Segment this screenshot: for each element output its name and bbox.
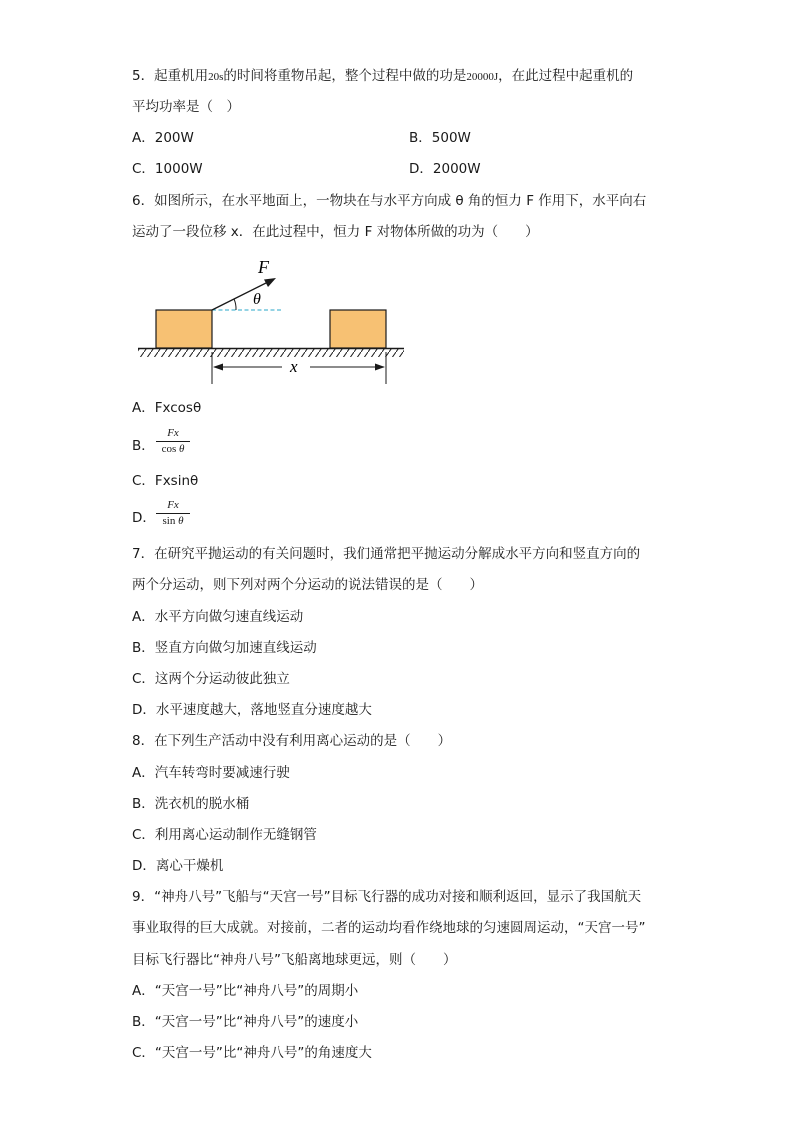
q6-option-d-label[interactable]: D． [132, 510, 156, 526]
q6-option-c[interactable]: C．Fxsinθ [132, 473, 199, 489]
q5-stem-line-1 [132, 66, 633, 87]
q5-option-c[interactable]: C．1000W [132, 161, 203, 177]
q9-stem-line-2: 事业取得的巨大成就。对接前，二者的运动均看作绕地球的匀速圆周运动，“天宫一号” [132, 920, 646, 936]
q7-option-d[interactable]: D．水平速度越大，落地竖直分速度越大 [132, 702, 372, 718]
q9-option-b[interactable]: B．“天宫一号”比“神舟八号”的速度小 [132, 1014, 359, 1030]
q6-option-a[interactable] [132, 398, 201, 418]
q6-option-a-text: A．Fxcosθ [132, 400, 202, 416]
q9-option-c[interactable]: C．“天宫一号”比“神舟八号”的角速度大 [132, 1045, 372, 1061]
block-end [330, 310, 386, 348]
q8-option-a[interactable]: A．汽车转弯时要减速行驶 [132, 765, 290, 781]
force-label: F [258, 257, 269, 277]
q5-option-b[interactable]: B．500W [409, 130, 471, 146]
q6-option-d-fraction[interactable] [156, 499, 190, 528]
q6-d-numerator: Fx [167, 499, 179, 511]
q6-d-fraction-bar [156, 513, 190, 514]
q7-stem-line-1: 7．在研究平抛运动的有关问题时，我们通常把平抛运动分解成水平方向和竖直方向的 [132, 546, 641, 562]
q5-text-b: 的时间将重物吊起，整个过程中做的功是 [223, 68, 467, 84]
q8-stem-line-1: 8．在下列生产活动中没有利用离心运动的是（ ） [132, 733, 452, 749]
q6-b-fraction-bar [156, 441, 190, 442]
q5-time-value: 20s [208, 71, 224, 83]
displacement-label: x [290, 357, 298, 376]
q5-work-value: 20000J [466, 71, 499, 83]
q7-option-b[interactable]: B．竖直方向做匀加速直线运动 [132, 640, 317, 656]
angle-arc [234, 299, 236, 310]
q6-d-denominator: sin θ [162, 515, 184, 527]
q6-stem-line-1: 6．如图所示，在水平地面上，一物块在与水平方向成 θ 角的恒力 F 作用下，水平向右 [132, 193, 647, 209]
ground-hatch [138, 349, 404, 357]
q5-text-a: 5．起重机用 [132, 68, 209, 84]
q5-text-c: ，在此过程中起重机的 [498, 68, 634, 84]
angle-label: θ [253, 291, 261, 308]
q6-figure [130, 252, 410, 388]
force-arrow-head [264, 278, 276, 287]
q8-option-c[interactable]: C．利用离心运动制作无缝钢管 [132, 827, 317, 843]
q6-option-b-fraction[interactable] [156, 427, 190, 456]
q6-b-denominator: cos θ [161, 443, 185, 455]
q7-stem-line-2: 两个分运动，则下列对两个分运动的说法错误的是（ ） [132, 577, 483, 593]
q9-option-a[interactable]: A．“天宫一号”比“神舟八号”的周期小 [132, 983, 359, 999]
q6-stem-line-2: 运动了一段位移 x．在此过程中，恒力 F 对物体所做的功为（ ） [132, 224, 539, 240]
q8-option-b[interactable]: B．洗衣机的脱水桶 [132, 796, 250, 812]
q5-stem-line-2: 平均功率是（ ） [132, 99, 240, 115]
dim-arrow-left [213, 364, 223, 371]
q6-b-numerator: Fx [167, 427, 179, 439]
block-start [156, 310, 212, 348]
q8-option-d[interactable]: D．离心干燥机 [132, 858, 224, 874]
q9-stem-line-3: 目标飞行器比“神舟八号”飞船离地球更远，则（ ） [132, 952, 457, 968]
q5-option-d[interactable]: D．2000W [409, 161, 481, 177]
q5-option-a[interactable]: A．200W [132, 130, 194, 146]
q7-option-c[interactable]: C．这两个分运动彼此独立 [132, 671, 290, 687]
q7-option-a[interactable]: A．水平方向做匀速直线运动 [132, 609, 304, 625]
q9-stem-line-1: 9．“神舟八号”飞船与“天宫一号”目标飞行器的成功对接和顺利返回，显示了我国航天 [132, 889, 642, 905]
force-arrow-shaft [212, 281, 270, 310]
dim-arrow-right [375, 364, 385, 371]
q6-option-b-label[interactable]: B． [132, 438, 155, 454]
